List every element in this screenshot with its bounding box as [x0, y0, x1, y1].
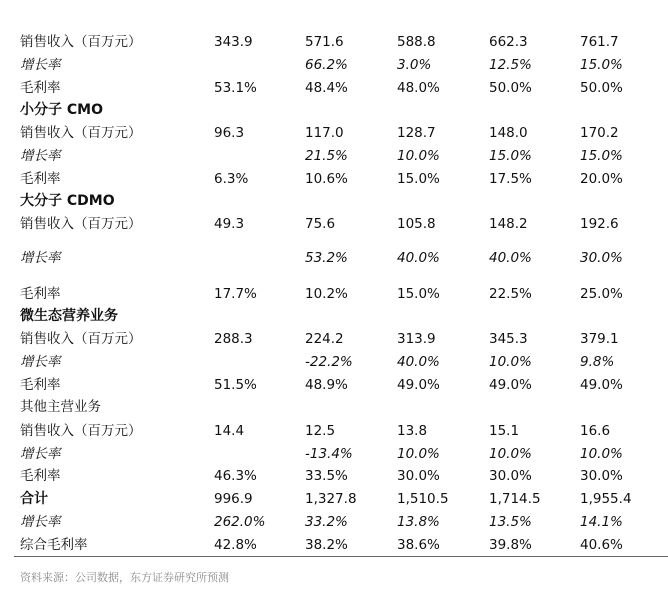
table-cell: 33.2% [305, 514, 348, 530]
table-row [0, 77, 668, 99]
table-cell: 10.0% [397, 148, 440, 164]
table-cell: 588.8 [397, 34, 436, 50]
table-cell: 12.5% [489, 57, 532, 73]
table-row [0, 374, 668, 396]
table-cell: 3.0% [397, 57, 432, 73]
table-cell: 53.2% [305, 250, 348, 266]
table-cell: 10.0% [489, 446, 532, 462]
table-row [0, 420, 668, 442]
row-label: 销售收入（百万元） [20, 125, 142, 141]
table-cell: 30.0% [397, 468, 440, 484]
table-cell: 40.0% [397, 354, 440, 370]
table-cell: 9.8% [580, 354, 615, 370]
table-cell: 10.0% [580, 446, 623, 462]
table-cell: 6.3% [214, 171, 249, 187]
total-row [0, 488, 668, 510]
table-cell: 148.0 [489, 125, 528, 141]
row-label: 毛利率 [20, 171, 61, 187]
section-title: 大分子 CDMO [20, 193, 115, 209]
table-cell: 13.8% [397, 514, 440, 530]
table-cell: 20.0% [580, 171, 623, 187]
section-header-row [0, 190, 668, 212]
table-row [0, 31, 668, 53]
row-label: 合计 [20, 491, 48, 507]
table-cell: 96.3 [214, 125, 245, 141]
table-cell: 50.0% [489, 80, 532, 96]
table-row [0, 328, 668, 350]
table-cell: 15.0% [397, 171, 440, 187]
table-row [0, 351, 668, 373]
table-cell: 48.0% [397, 80, 440, 96]
table-cell: 1,714.5 [489, 491, 541, 507]
row-label: 毛利率 [20, 80, 61, 96]
table-cell: 30.0% [489, 468, 532, 484]
table-row [0, 54, 668, 76]
table-cell: 66.2% [305, 57, 348, 73]
row-label: 增长率 [20, 148, 61, 164]
table-cell: -22.2% [305, 354, 353, 370]
table-row [0, 145, 668, 167]
table-cell: 50.0% [580, 80, 623, 96]
table-cell: 38.2% [305, 537, 348, 553]
table-cell: 288.3 [214, 331, 253, 347]
table-cell: 53.1% [214, 80, 257, 96]
table-cell: 40.6% [580, 537, 623, 553]
table-cell: 30.0% [580, 468, 623, 484]
table-cell: 15.0% [397, 286, 440, 302]
table-cell: 571.6 [305, 34, 344, 50]
table-cell: 21.5% [305, 148, 348, 164]
table-row [0, 247, 668, 269]
table-cell: 17.7% [214, 286, 257, 302]
table-row [0, 511, 668, 533]
table-cell: 15.0% [489, 148, 532, 164]
row-label: 销售收入（百万元） [20, 331, 142, 347]
table-cell: 128.7 [397, 125, 436, 141]
table-cell: 33.5% [305, 468, 348, 484]
table-cell: 14.1% [580, 514, 623, 530]
table-cell: 170.2 [580, 125, 619, 141]
table-cell: 1,510.5 [397, 491, 449, 507]
table-cell: 662.3 [489, 34, 528, 50]
table-cell: 13.5% [489, 514, 532, 530]
table-cell: 17.5% [489, 171, 532, 187]
table-row [0, 465, 668, 487]
row-label: 毛利率 [20, 377, 61, 393]
table-cell: 10.2% [305, 286, 348, 302]
table-cell: 1,327.8 [305, 491, 357, 507]
section-header-row [0, 99, 668, 121]
table-row [0, 534, 668, 556]
table-cell: 42.8% [214, 537, 257, 553]
table-cell: 49.3 [214, 216, 245, 232]
section-title: 小分子 CMO [20, 102, 103, 118]
table-cell: 39.8% [489, 537, 532, 553]
table-cell: 40.0% [489, 250, 532, 266]
table-cell: 343.9 [214, 34, 253, 50]
table-cell: 25.0% [580, 286, 623, 302]
table-cell: 15.1 [489, 423, 520, 439]
table-cell: 49.0% [580, 377, 623, 393]
table-cell: 10.0% [397, 446, 440, 462]
table-cell: 12.5 [305, 423, 336, 439]
table-cell: 262.0% [214, 514, 266, 530]
table-cell: 49.0% [397, 377, 440, 393]
table-bottom-rule [14, 556, 668, 557]
row-label: 销售收入（百万元） [20, 423, 142, 439]
row-label: 毛利率 [20, 286, 61, 302]
table-cell: 15.0% [580, 148, 623, 164]
table-cell: 148.2 [489, 216, 528, 232]
table-cell: 1,955.4 [580, 491, 632, 507]
table-cell: 48.4% [305, 80, 348, 96]
table-row [0, 213, 668, 235]
source-note: 资料来源：公司数据，东方证券研究所预测 [20, 571, 229, 584]
table-cell: 10.0% [489, 354, 532, 370]
table-cell: 22.5% [489, 286, 532, 302]
table-cell: 117.0 [305, 125, 344, 141]
section-title: 微生态营养业务 [20, 308, 118, 324]
section-header-row [0, 305, 668, 327]
table-cell: 192.6 [580, 216, 619, 232]
row-label: 毛利率 [20, 468, 61, 484]
section-title: 其他主营业务 [20, 399, 101, 415]
table-cell: 313.9 [397, 331, 436, 347]
row-label: 增长率 [20, 57, 61, 73]
table-cell: 15.0% [580, 57, 623, 73]
table-row [0, 443, 668, 465]
table-cell: 10.6% [305, 171, 348, 187]
row-label: 综合毛利率 [20, 537, 88, 553]
row-label: 销售收入（百万元） [20, 216, 142, 232]
table-cell: 224.2 [305, 331, 344, 347]
table-cell: 48.9% [305, 377, 348, 393]
table-row [0, 283, 668, 305]
table-cell: -13.4% [305, 446, 353, 462]
row-label: 销售收入（百万元） [20, 34, 142, 50]
table-cell: 379.1 [580, 331, 619, 347]
table-cell: 13.8 [397, 423, 428, 439]
row-label: 增长率 [20, 250, 61, 266]
row-label: 增长率 [20, 446, 61, 462]
table-cell: 996.9 [214, 491, 253, 507]
table-cell: 49.0% [489, 377, 532, 393]
table-cell: 40.0% [397, 250, 440, 266]
table-cell: 761.7 [580, 34, 619, 50]
row-label: 增长率 [20, 354, 61, 370]
table-cell: 14.4 [214, 423, 245, 439]
table-cell: 38.6% [397, 537, 440, 553]
table-cell: 105.8 [397, 216, 436, 232]
table-row [0, 168, 668, 190]
row-label: 增长率 [20, 514, 61, 530]
table-cell: 345.3 [489, 331, 528, 347]
table-cell: 75.6 [305, 216, 336, 232]
table-cell: 16.6 [580, 423, 611, 439]
table-cell: 51.5% [214, 377, 257, 393]
table-row [0, 122, 668, 144]
section-header-row [0, 396, 668, 418]
table-cell: 30.0% [580, 250, 623, 266]
table-cell: 46.3% [214, 468, 257, 484]
